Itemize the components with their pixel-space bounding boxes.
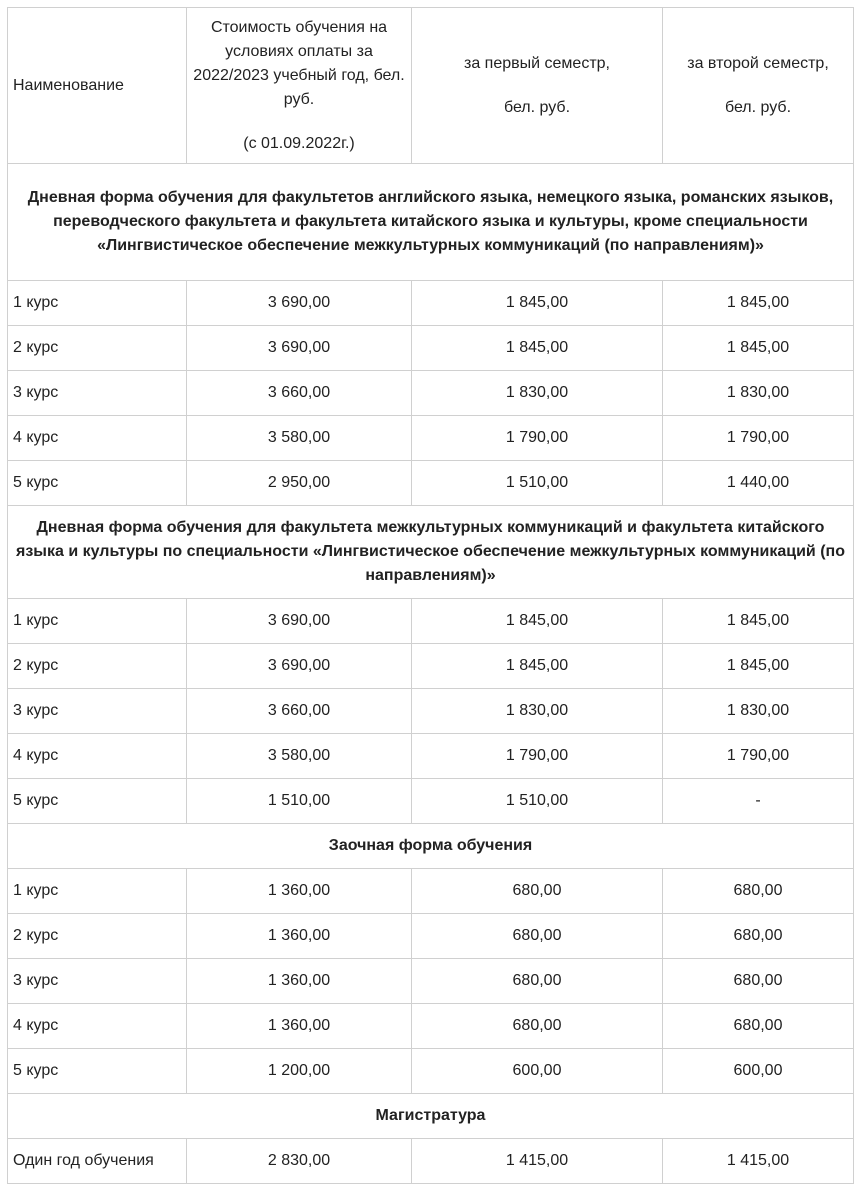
row-second-semester-cell: 1 790,00 xyxy=(663,734,854,779)
table-header-row xyxy=(8,8,854,164)
row-first-semester-cell: 1 415,00 xyxy=(412,1139,663,1184)
row-first-semester-cell: 1 830,00 xyxy=(412,371,663,416)
section-title: Дневная форма обучения для факультетов английского языка, немецкого языка, романских языков, переводческого факультета и факультета китайского языка и культуры, кроме специальности «Лингвистическое обеспечение межкультурных коммуникаций (по направлениям)» xyxy=(8,164,854,281)
row-total-cost-cell: 3 690,00 xyxy=(187,599,412,644)
row-name-cell: 3 курс xyxy=(8,959,187,1004)
row-second-semester-cell: 1 830,00 xyxy=(663,689,854,734)
row-total-cost-cell: 3 690,00 xyxy=(187,281,412,326)
row-name-cell: 5 курс xyxy=(8,461,187,506)
header-first-semester xyxy=(412,8,663,164)
row-total-cost-cell: 1 360,00 xyxy=(187,1004,412,1049)
row-total-cost-cell: 2 830,00 xyxy=(187,1139,412,1184)
row-first-semester-cell: 680,00 xyxy=(412,959,663,1004)
row-second-semester-cell: 1 845,00 xyxy=(663,599,854,644)
row-second-semester-cell: 600,00 xyxy=(663,1049,854,1094)
header-second-semester xyxy=(663,8,854,164)
row-second-semester-cell: 680,00 xyxy=(663,959,854,1004)
row-first-semester-cell: 680,00 xyxy=(412,914,663,959)
row-second-semester-cell: 680,00 xyxy=(663,914,854,959)
row-total-cost-cell: 3 580,00 xyxy=(187,416,412,461)
row-total-cost-cell: 1 510,00 xyxy=(187,779,412,824)
section-title: Дневная форма обучения для факультета межкультурных коммуникаций и факультета китайского языка и культуры по специальности «Лингвистическое обеспечение межкультурных коммуникаций (по направлениям)» xyxy=(8,506,854,599)
table-row xyxy=(8,371,854,416)
row-first-semester-cell: 1 790,00 xyxy=(412,734,663,779)
header-first-semester-line2: бел. руб. xyxy=(503,98,571,116)
row-total-cost-cell: 3 580,00 xyxy=(187,734,412,779)
row-name-cell: Один год обучения xyxy=(8,1139,187,1184)
row-second-semester-cell: 1 790,00 xyxy=(663,416,854,461)
row-name-cell: 1 курс xyxy=(8,599,187,644)
row-second-semester-cell: 1 830,00 xyxy=(663,371,854,416)
table-row xyxy=(8,1139,854,1184)
row-name-cell: 2 курс xyxy=(8,644,187,689)
table-row xyxy=(8,779,854,824)
row-second-semester-cell: 1 415,00 xyxy=(663,1139,854,1184)
header-cost xyxy=(187,8,412,164)
row-total-cost-cell: 1 360,00 xyxy=(187,914,412,959)
header-second-semester-line2: бел. руб. xyxy=(724,98,792,116)
row-first-semester-cell: 1 510,00 xyxy=(412,461,663,506)
row-second-semester-cell: - xyxy=(663,779,854,824)
table-row xyxy=(8,599,854,644)
row-first-semester-cell: 1 510,00 xyxy=(412,779,663,824)
table-row xyxy=(8,869,854,914)
header-name: Наименование xyxy=(8,8,187,164)
section-title-row xyxy=(8,506,854,599)
table-row xyxy=(8,326,854,371)
row-second-semester-cell: 680,00 xyxy=(663,869,854,914)
row-name-cell: 4 курс xyxy=(8,416,187,461)
row-name-cell: 5 курс xyxy=(8,779,187,824)
header-second-semester-line1: за второй семестр, xyxy=(687,54,829,72)
row-total-cost-cell: 2 950,00 xyxy=(187,461,412,506)
row-second-semester-cell: 1 845,00 xyxy=(663,644,854,689)
row-first-semester-cell: 1 830,00 xyxy=(412,689,663,734)
table-row xyxy=(8,689,854,734)
row-name-cell: 2 курс xyxy=(8,326,187,371)
section-title-row xyxy=(8,1094,854,1139)
row-first-semester-cell: 1 845,00 xyxy=(412,281,663,326)
row-total-cost-cell: 3 660,00 xyxy=(187,689,412,734)
row-first-semester-cell: 600,00 xyxy=(412,1049,663,1094)
row-name-cell: 5 курс xyxy=(8,1049,187,1094)
section-title: Магистратура xyxy=(8,1094,854,1139)
row-second-semester-cell: 1 845,00 xyxy=(663,281,854,326)
row-second-semester-cell: 680,00 xyxy=(663,1004,854,1049)
table-row xyxy=(8,1004,854,1049)
table-row xyxy=(8,959,854,1004)
section-title-row xyxy=(8,164,854,281)
section-title: Заочная форма обучения xyxy=(8,824,854,869)
section-title-row xyxy=(8,824,854,869)
table-row xyxy=(8,461,854,506)
row-name-cell: 4 курс xyxy=(8,734,187,779)
row-name-cell: 4 курс xyxy=(8,1004,187,1049)
row-second-semester-cell: 1 845,00 xyxy=(663,326,854,371)
row-first-semester-cell: 680,00 xyxy=(412,1004,663,1049)
row-second-semester-cell: 1 440,00 xyxy=(663,461,854,506)
row-name-cell: 1 курс xyxy=(8,281,187,326)
row-first-semester-cell: 1 845,00 xyxy=(412,326,663,371)
row-first-semester-cell: 1 845,00 xyxy=(412,599,663,644)
table-row xyxy=(8,644,854,689)
table-row xyxy=(8,1049,854,1094)
table-row xyxy=(8,281,854,326)
row-name-cell: 3 курс xyxy=(8,689,187,734)
row-total-cost-cell: 1 360,00 xyxy=(187,869,412,914)
row-total-cost-cell: 3 660,00 xyxy=(187,371,412,416)
table-row xyxy=(8,416,854,461)
row-first-semester-cell: 1 845,00 xyxy=(412,644,663,689)
row-total-cost-cell: 1 360,00 xyxy=(187,959,412,1004)
row-name-cell: 3 курс xyxy=(8,371,187,416)
row-name-cell: 1 курс xyxy=(8,869,187,914)
row-total-cost-cell: 1 200,00 xyxy=(187,1049,412,1094)
table-row xyxy=(8,734,854,779)
row-total-cost-cell: 3 690,00 xyxy=(187,326,412,371)
row-first-semester-cell: 1 790,00 xyxy=(412,416,663,461)
header-cost-text: Стоимость обучения на условиях оплаты за 2022/2023 учебный год, бел. руб. xyxy=(193,18,405,108)
tuition-fees-table xyxy=(7,7,854,1184)
row-first-semester-cell: 680,00 xyxy=(412,869,663,914)
row-total-cost-cell: 3 690,00 xyxy=(187,644,412,689)
table-row xyxy=(8,914,854,959)
header-cost-date: (с 01.09.2022г.) xyxy=(243,134,355,152)
header-first-semester-line1: за первый семестр, xyxy=(464,54,610,72)
row-name-cell: 2 курс xyxy=(8,914,187,959)
